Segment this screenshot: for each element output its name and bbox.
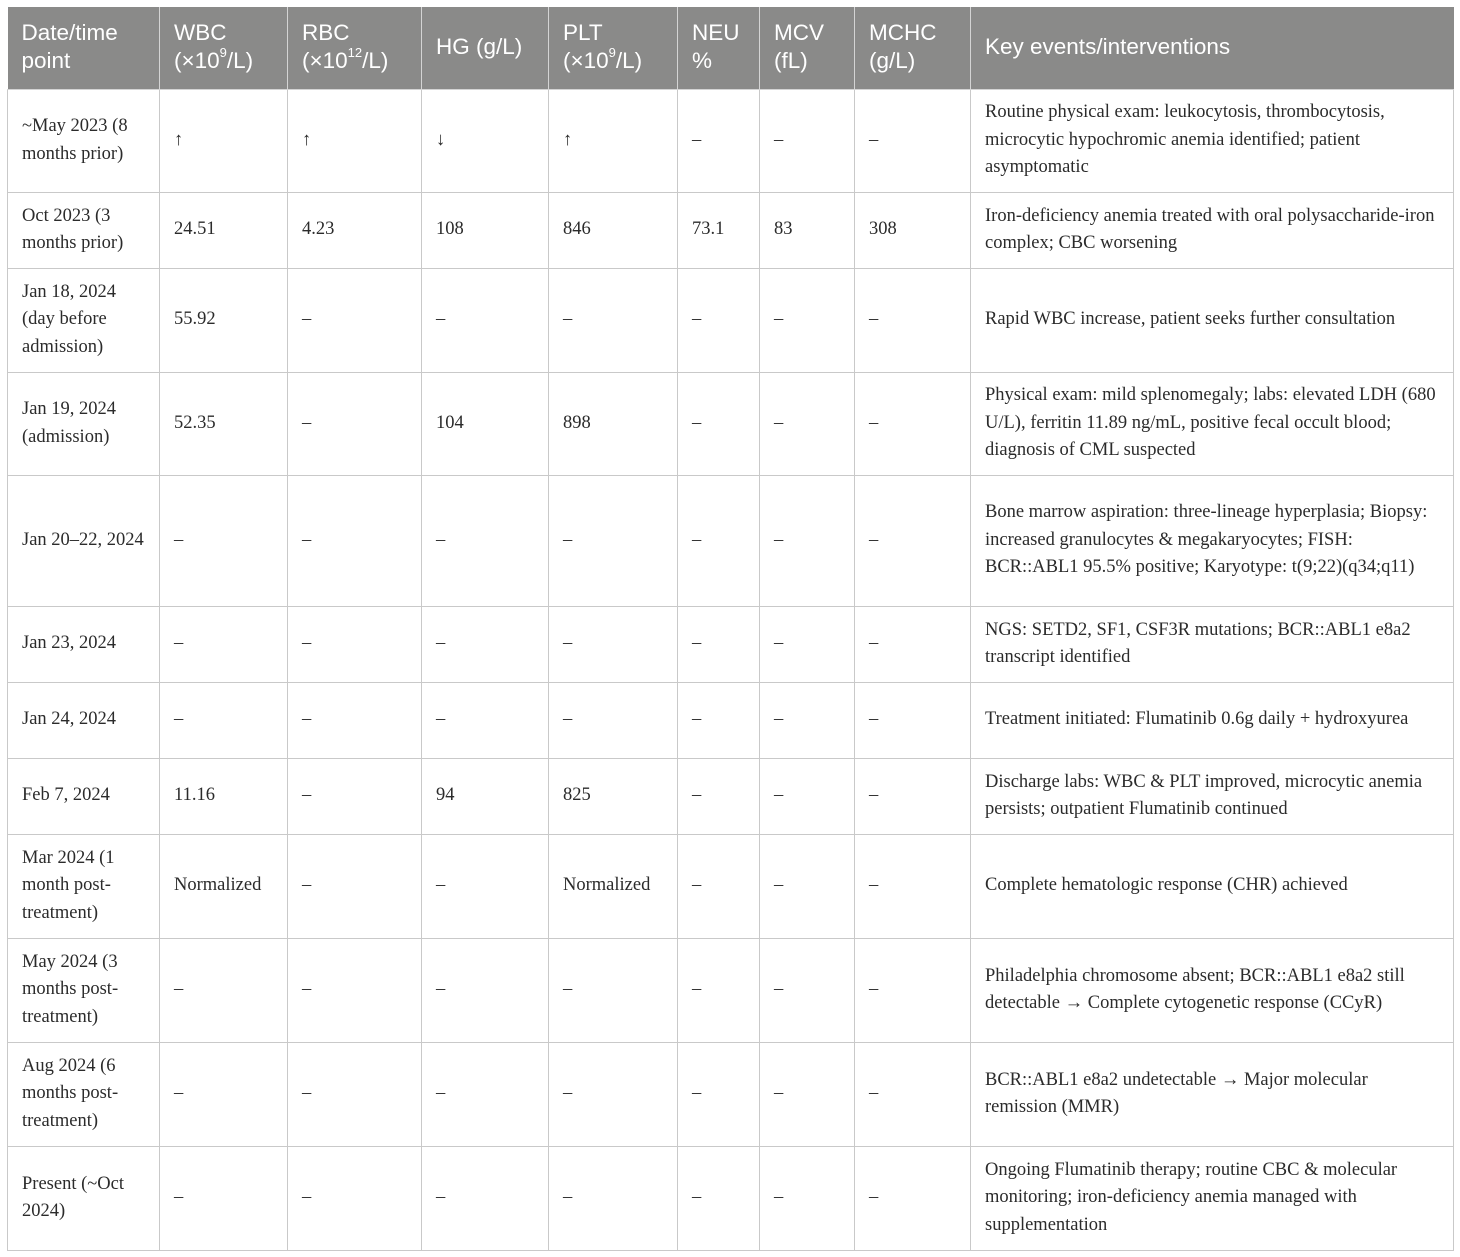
table-row	[8, 1146, 1454, 1250]
cell-neu: –	[678, 89, 760, 192]
cell-rbc: –	[288, 834, 422, 938]
cell-events: Rapid WBC increase, patient seeks further consultation	[971, 268, 1454, 372]
cell-mchc: –	[855, 682, 971, 758]
cell-rbc: 4.23	[288, 192, 422, 268]
cell-neu: –	[678, 606, 760, 682]
cell-mcv: 83	[760, 192, 855, 268]
cell-rbc: –	[288, 682, 422, 758]
cell-date: Aug 2024 (6 months post-treatment)	[8, 1042, 160, 1146]
header-row	[8, 7, 1454, 89]
cell-wbc: 52.35	[160, 372, 288, 475]
cell-plt: –	[549, 1042, 678, 1146]
table-row	[8, 372, 1454, 475]
cell-events: BCR::ABL1 e8a2 undetectable → Major molecular remission (MMR)	[971, 1042, 1454, 1146]
cell-plt: Normalized	[549, 834, 678, 938]
table-row	[8, 834, 1454, 938]
cell-plt: –	[549, 606, 678, 682]
cell-mcv: –	[760, 475, 855, 606]
cell-events: Bone marrow aspiration: three-lineage hyperplasia; Biopsy: increased granulocytes & megakaryocytes; FISH: BCR::ABL1 95.5% positive; Karyotype: t(9;22)(q34;q11)	[971, 475, 1454, 606]
cell-rbc: –	[288, 1042, 422, 1146]
cell-wbc: –	[160, 682, 288, 758]
cell-mchc: –	[855, 1146, 971, 1250]
cell-mcv: –	[760, 606, 855, 682]
cell-mcv: –	[760, 1042, 855, 1146]
header-plt: PLT $(\times 10^9/L)$	[549, 7, 678, 89]
cell-neu: –	[678, 758, 760, 834]
table-row	[8, 682, 1454, 758]
cell-events: Routine physical exam: leukocytosis, thrombocytosis, microcytic hypochromic anemia identified; patient asymptomatic	[971, 89, 1454, 192]
cell-plt: –	[549, 268, 678, 372]
cell-neu: –	[678, 475, 760, 606]
header-hg: HG (g/L)	[422, 7, 549, 89]
cell-hg: 108	[422, 192, 549, 268]
header-neu: NEU %	[678, 7, 760, 89]
cell-date: Jan 23, 2024	[8, 606, 160, 682]
cell-hg: –	[422, 1146, 549, 1250]
cell-wbc: ↑	[160, 89, 288, 192]
cell-events: Physical exam: mild splenomegaly; labs: elevated LDH (680 U/L), ferritin 11.89 ng/mL, positive fecal occult blood; diagnosis of CML suspected	[971, 372, 1454, 475]
cell-events: Philadelphia chromosome absent; BCR::ABL1 e8a2 still detectable → Complete cytogenetic response (CCyR)	[971, 938, 1454, 1042]
cell-mcv: –	[760, 268, 855, 372]
cell-rbc: –	[288, 938, 422, 1042]
cell-wbc: –	[160, 938, 288, 1042]
table-row	[8, 89, 1454, 192]
cell-neu: –	[678, 1042, 760, 1146]
table-row	[8, 1042, 1454, 1146]
cell-mcv: –	[760, 758, 855, 834]
cell-plt: –	[549, 475, 678, 606]
header-mcv: MCV (fL)	[760, 7, 855, 89]
cell-mchc: –	[855, 268, 971, 372]
table-row	[8, 758, 1454, 834]
cell-rbc: –	[288, 758, 422, 834]
header-events: Key events/interventions	[971, 7, 1454, 89]
cell-hg: –	[422, 606, 549, 682]
cell-mchc: –	[855, 606, 971, 682]
cell-events: Complete hematologic response (CHR) achieved	[971, 834, 1454, 938]
cell-date: Jan 19, 2024 (admission)	[8, 372, 160, 475]
cell-plt: 898	[549, 372, 678, 475]
cell-date: Feb 7, 2024	[8, 758, 160, 834]
cell-mcv: –	[760, 372, 855, 475]
cell-events: Ongoing Flumatinib therapy; routine CBC & molecular monitoring; iron-deficiency anemia managed with supplementation	[971, 1146, 1454, 1250]
cell-mcv: –	[760, 89, 855, 192]
cell-mcv: –	[760, 682, 855, 758]
cell-mchc: –	[855, 1042, 971, 1146]
cell-plt: –	[549, 1146, 678, 1250]
cell-mcv: –	[760, 1146, 855, 1250]
cell-date: Oct 2023 (3 months prior)	[8, 192, 160, 268]
cell-plt: ↑	[549, 89, 678, 192]
cell-wbc: Normalized	[160, 834, 288, 938]
cell-mchc: –	[855, 89, 971, 192]
cell-events: Discharge labs: WBC & PLT improved, microcytic anemia persists; outpatient Flumatinib continued	[971, 758, 1454, 834]
cell-wbc: 55.92	[160, 268, 288, 372]
cell-rbc: –	[288, 372, 422, 475]
cell-date: Mar 2024 (1 month post-treatment)	[8, 834, 160, 938]
cell-plt: –	[549, 682, 678, 758]
cell-hg: –	[422, 938, 549, 1042]
cell-mchc: 308	[855, 192, 971, 268]
cell-mchc: –	[855, 372, 971, 475]
cell-mchc: –	[855, 938, 971, 1042]
cell-neu: –	[678, 268, 760, 372]
cell-rbc: –	[288, 475, 422, 606]
cell-wbc: 24.51	[160, 192, 288, 268]
cell-neu: –	[678, 1146, 760, 1250]
header-mchc: MCHC (g/L)	[855, 7, 971, 89]
cell-date: Jan 24, 2024	[8, 682, 160, 758]
cell-wbc: –	[160, 475, 288, 606]
cell-neu: –	[678, 834, 760, 938]
cell-mcv: –	[760, 938, 855, 1042]
cell-hg: 104	[422, 372, 549, 475]
cell-hg: –	[422, 268, 549, 372]
cell-rbc: –	[288, 268, 422, 372]
cell-neu: 73.1	[678, 192, 760, 268]
table-row	[8, 192, 1454, 268]
cell-date: Jan 18, 2024 (day before admission)	[8, 268, 160, 372]
cell-rbc: –	[288, 1146, 422, 1250]
cell-wbc: –	[160, 1042, 288, 1146]
cell-mchc: –	[855, 834, 971, 938]
cell-events: Iron-deficiency anemia treated with oral polysaccharide-iron complex; CBC worsening	[971, 192, 1454, 268]
cell-rbc: ↑	[288, 89, 422, 192]
cell-hg: –	[422, 682, 549, 758]
cell-hg: ↓	[422, 89, 549, 192]
cell-neu: –	[678, 682, 760, 758]
cell-hg: –	[422, 475, 549, 606]
header-date: Date/time point	[8, 7, 160, 89]
cell-neu: –	[678, 938, 760, 1042]
table-row	[8, 268, 1454, 372]
cell-wbc: –	[160, 1146, 288, 1250]
cell-mcv: –	[760, 834, 855, 938]
cell-hg: 94	[422, 758, 549, 834]
cell-date: ~May 2023 (8 months prior)	[8, 89, 160, 192]
cell-date: May 2024 (3 months post-treatment)	[8, 938, 160, 1042]
cell-neu: –	[678, 372, 760, 475]
header-rbc: RBC $(\times 10^{12}/L)$	[288, 7, 422, 89]
cell-events: NGS: SETD2, SF1, CSF3R mutations; BCR::ABL1 e8a2 transcript identified	[971, 606, 1454, 682]
table-row	[8, 938, 1454, 1042]
cell-hg: –	[422, 1042, 549, 1146]
cell-rbc: –	[288, 606, 422, 682]
cell-wbc: 11.16	[160, 758, 288, 834]
clinical-timeline-table	[7, 7, 1454, 1251]
cell-plt: 846	[549, 192, 678, 268]
cell-plt: 825	[549, 758, 678, 834]
cell-hg: –	[422, 834, 549, 938]
cell-plt: –	[549, 938, 678, 1042]
header-wbc: WBC $(\times 10^9/L)$	[160, 7, 288, 89]
data-table-container	[7, 7, 1453, 1251]
table-row	[8, 475, 1454, 606]
cell-mchc: –	[855, 475, 971, 606]
table-row	[8, 606, 1454, 682]
cell-events: Treatment initiated: Flumatinib 0.6g daily + hydroxyurea	[971, 682, 1454, 758]
cell-date: Jan 20–22, 2024	[8, 475, 160, 606]
cell-wbc: –	[160, 606, 288, 682]
cell-mchc: –	[855, 758, 971, 834]
cell-date: Present (~Oct 2024)	[8, 1146, 160, 1250]
